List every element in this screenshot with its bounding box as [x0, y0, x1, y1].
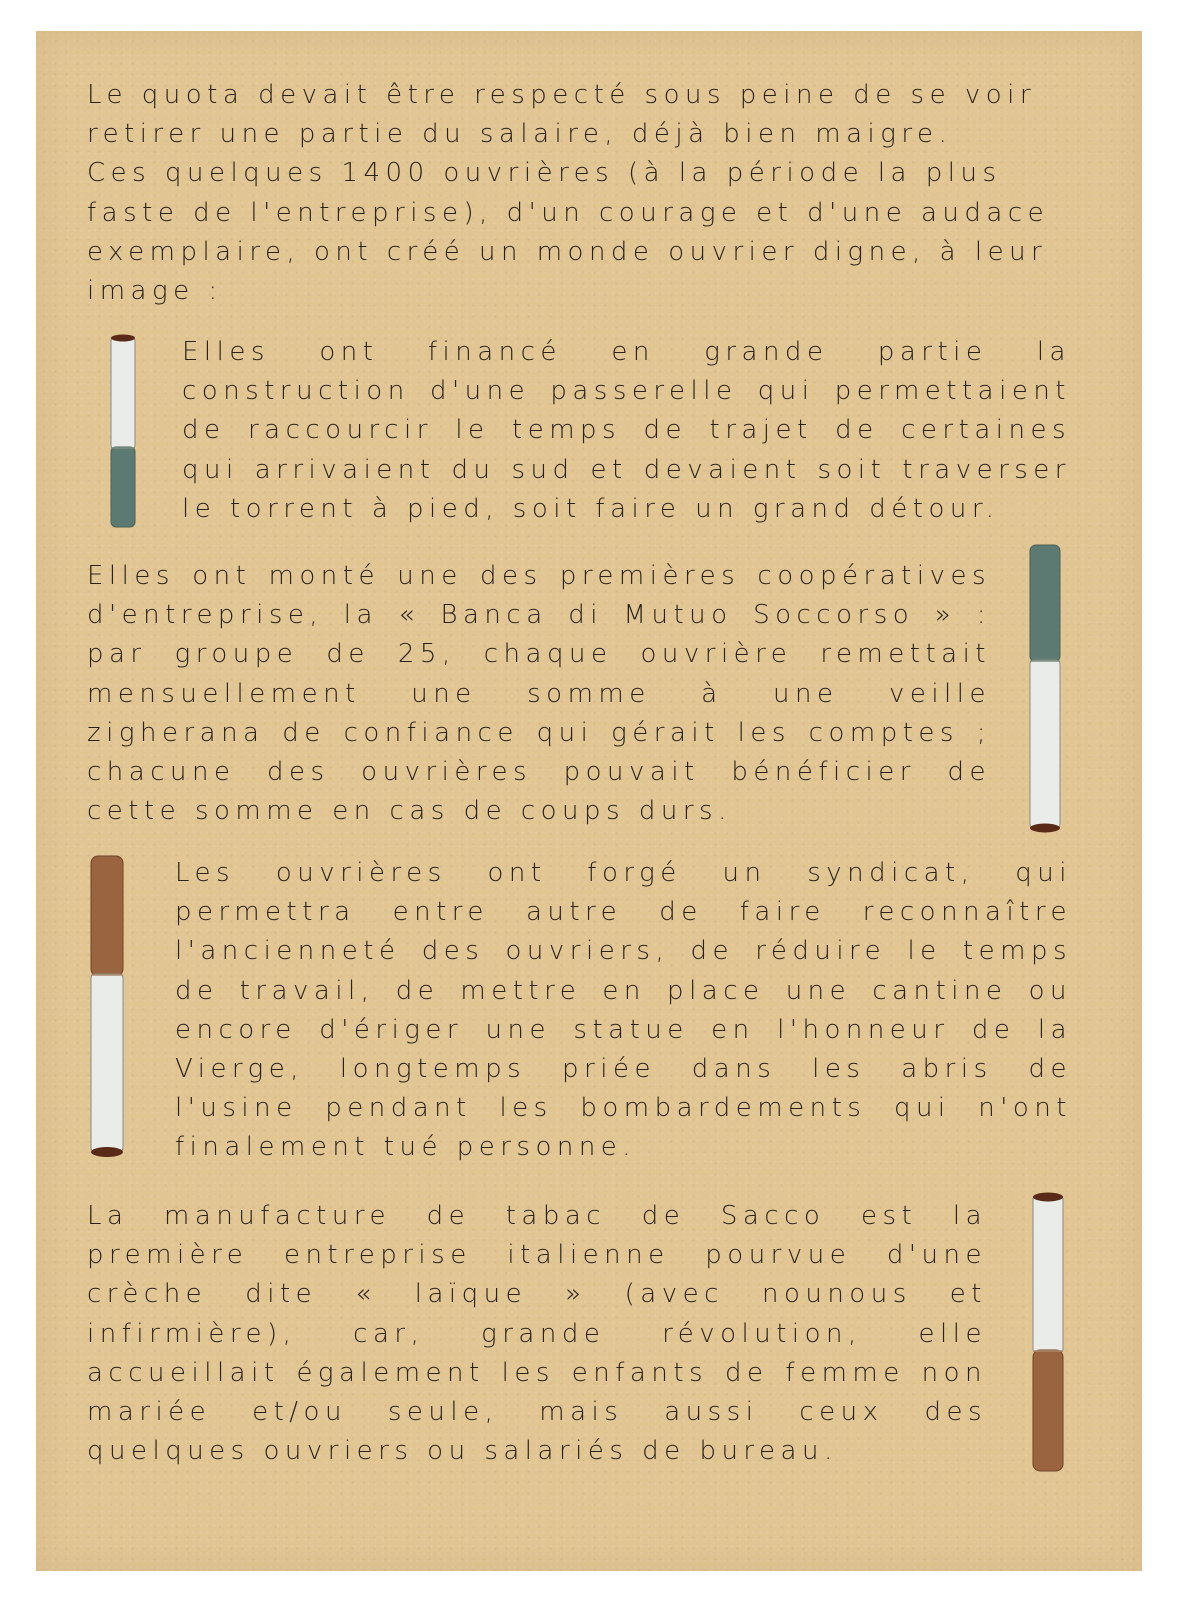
- cigarette-icon: [86, 853, 128, 1159]
- cigarette-icon: [108, 333, 138, 531]
- paragraph-syndicat: Les ouvrières ont forgé un syndicat, qui permettra entre autre de faire reconnaître l'ancienneté des ouvriers, de réduire le temps de travail, de mettre en place une cantine ou encore d'ériger une statue en l'honneur de la Vierge, longtemps priée dans les abris de l'usine pendant les bombardements qui n'ont finalement tué personne.: [175, 858, 1072, 1163]
- cigarette-icon: [1026, 542, 1064, 834]
- paragraph-cooperative: Elles ont monté une des premières coopératives d'entreprise, la « Banca di Mutuo Soccorso » : par groupe de 25, chaque ouvrière remettait mensuellement une somme à une veille zigherana de confiance qui gérait les comptes ; chacune des ouvrières pouvait bénéficier de cette somme en cas de coups durs.: [87, 561, 991, 827]
- intro-line: retirer une partie du salaire, déjà bien maigre.: [87, 119, 953, 150]
- intro-line: image :: [87, 276, 223, 307]
- intro-line: faste de l'entreprise), d'un courage et d'une audace: [87, 197, 1050, 228]
- paragraph-creche: La manufacture de tabac de Sacco est la première entreprise italienne pourvue d'une crèche dite « laïque » (avec nounous et infirmière), car, grande révolution, elle accueillait également les enfants de femme non mariée et/ou seule, mais aussi ceux des quelques ouvriers ou salariés de bureau.: [87, 1201, 987, 1467]
- paragraph-passerelle: Elles ont financé en grande partie la construction d'une passerelle qui permettaient de raccourcir le temps de trajet de certaines qui arrivaient du sud et devaient soit traverser le torrent à pied, soit faire un grand détour.: [182, 337, 1071, 524]
- intro-line: Ces quelques 1400 ouvrières (à la période la plus: [87, 158, 1002, 189]
- intro-paragraph: [87, 76, 1072, 311]
- intro-line: Le quota devait être respecté sous peine de se voir: [87, 80, 1037, 110]
- intro-line: exemplaire, ont créé un monde ouvrier digne, à leur: [87, 236, 1048, 267]
- cigarette-icon: [1029, 1190, 1067, 1476]
